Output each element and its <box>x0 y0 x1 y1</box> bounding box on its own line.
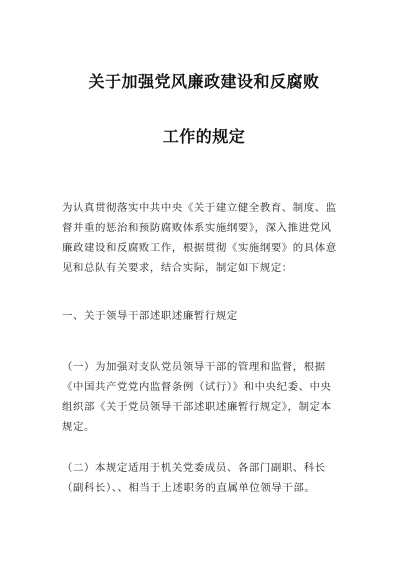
intro-line: 督并重的惩治和预防腐败体系实施纲要》，深入推进党风 <box>62 222 332 234</box>
clause-1-line: 《中国共产党党内监督条例（试行）》和中央纪委、中央 <box>62 381 332 393</box>
intro-line: 为认真贯彻落实中共中央《关于建立健全教育、制度、监 <box>62 202 337 214</box>
clause-1-line: 组织部《关于党员领导干部述职述廉暂行规定》，制定本 <box>62 401 332 413</box>
intro-line: 见和总队有关要求，结合实际，制定如下规定： <box>62 262 293 274</box>
clause-1-line: （一）为加强对支队党员领导干部的管理和监督，根据 <box>62 361 326 373</box>
section-heading-text: 一、关于领导干部述职述廉暂行规定 <box>62 310 238 322</box>
intro-line: 廉政建设和反腐败工作，根据贯彻《实施纲要》的具体意 <box>62 242 337 254</box>
clause-1-paragraph <box>62 357 352 437</box>
clause-1-line: 规定。 <box>62 421 95 433</box>
clause-2-line: （二）本规定适用于机关党委成员、各部门副职、科长 <box>62 462 326 474</box>
clause-2-line: （副科长）、、相当于上述职务的直属单位领导干部。 <box>62 482 316 494</box>
clause-2-paragraph <box>62 458 352 498</box>
intro-paragraph <box>62 198 352 278</box>
document-title-line-1: 关于加强党风廉政建设和反腐败 <box>88 72 320 91</box>
section-heading <box>62 306 352 326</box>
document-title-line-2: 工作的规定 <box>162 127 246 146</box>
